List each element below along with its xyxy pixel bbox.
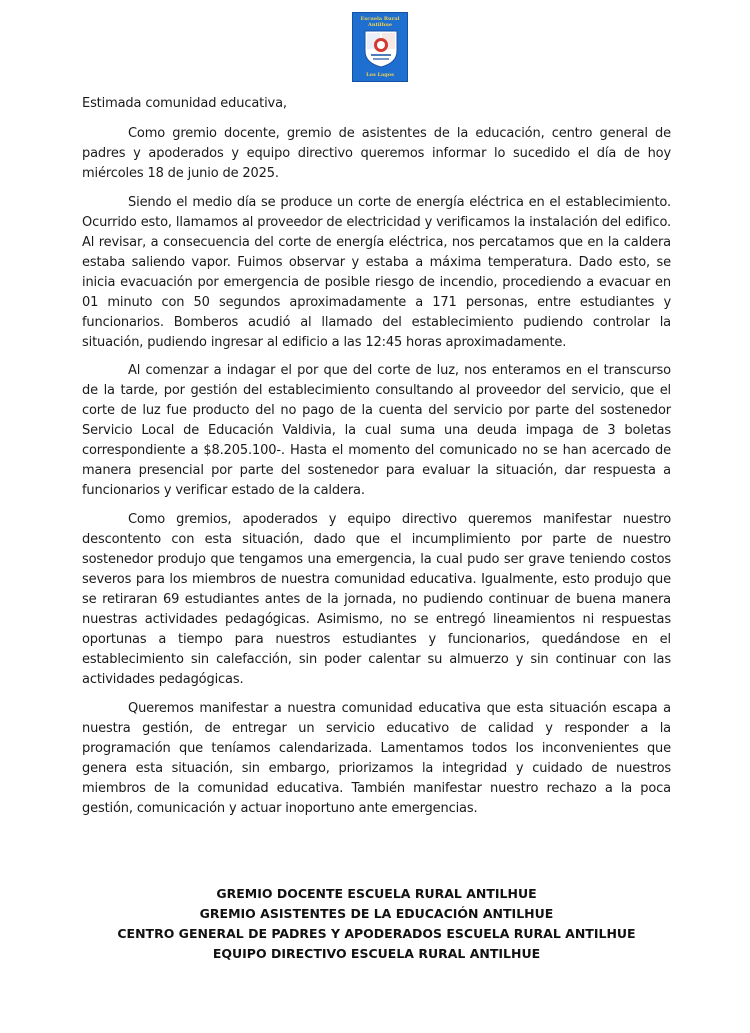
signature-line: CENTRO GENERAL DE PADRES Y APODERADOS ESCUELA RURAL ANTILHUE: [117, 926, 636, 941]
letter-paragraph-1: Como gremio docente, gremio de asistentes de la educación, centro general de padres y apoderados y equipo directivo queremos informar lo sucedido el día de hoy miércoles 18 de junio de 2025.: [82, 126, 671, 181]
signature-line: EQUIPO DIRECTIVO ESCUELA RURAL ANTILHUE: [212, 946, 541, 961]
logo-top-line2: Antilhue: [367, 22, 393, 28]
letter-paragraph-4: Como gremios, apoderados y equipo directivo queremos manifestar nuestro descontento con esta situación, dado que el incumplimiento por parte de nuestro sostenedor produjo que tengamos una emergencia, la cual pudo ser grave teniendo costos severos para los miembros de nuestra comunidad educativa. Igualmente, esto produjo que se retiraran 69 estudiantes antes de la jornada, no pudiendo continuar de buena manera nuestras actividades pedagógicas. Asimismo, no se entregó lineamientos ni respuestas oportunas a tiempo para nuestros estudiantes y funcionarios, quedándose en el establecimiento sin calefacción, sin poder calentar su almuerzo y sin continuar con las actividades pedagógicas.: [82, 512, 671, 687]
signature-line: GREMIO DOCENTE ESCUELA RURAL ANTILHUE: [216, 886, 537, 901]
signature-line: GREMIO ASISTENTES DE LA EDUCACIÓN ANTILHUE: [199, 906, 554, 921]
logo-top-text: [353, 16, 407, 28]
logo-bottom-text: Los Lagos: [366, 72, 394, 78]
letter-paragraph-3: Al comenzar a indagar el por que del corte de luz, nos enteramos en el transcurso de la tarde, por gestión del establecimiento consultando al proveedor del servicio, que el corte de luz fue producto del no pago de la cuenta del servicio por parte del sostenedor Servicio Local de Educación Valdivia, la cual suma una deuda impaga de 3 boletas correspondiente a $8.205.100-. Hasta el momento del comunicado no se han acercado de manera presencial por parte del sostenedor para evaluar la situación, dar respuesta a funcionarios y verificar estado de la caldera.: [82, 363, 671, 498]
school-logo: [352, 12, 408, 82]
signature-block: [82, 884, 671, 964]
letter-paragraph-2: Siendo el medio día se produce un corte de energía eléctrica en el establecimiento. Ocurrido esto, llamamos al proveedor de electricidad y verificamos la instalación del edifico. Al revisar, a consecuencia del corte de energía eléctrica, nos percatamos que en la caldera estaba saliendo vapor. Fuimos observar y estaba a máxima temperatura. Dado esto, se inicia evacuación por emergencia de posible riesgo de incendio, procediendo a evacuar en 01 minuto con 50 segundos aproximadamente a 171 personas, entre estudiantes y funcionarios. Bomberos acudió al llamado del establecimiento pudiendo controlar la situación, pudiendo ingresar al edificio a las 12:45 horas aproximadamente.: [82, 195, 671, 350]
letter-greeting: Estimada comunidad educativa,: [82, 96, 287, 111]
letter-paragraph-5: Queremos manifestar a nuestra comunidad educativa que esta situación escapa a nuestra gestión, de entregar un servicio educativo de calidad y responder a la programación que teníamos calendarizada. Lamentamos todos los inconvenientes que genera esta situación, sin embargo, priorizamos la integridad y cuidado de nuestros miembros de la comunidad educativa. También manifestar nuestro rechazo a la poca gestión, comunicación y actuar inoportuno ante emergencias.: [82, 701, 671, 816]
crest-icon: [363, 29, 399, 69]
logo-top-line1: Escuela Rural: [360, 16, 400, 22]
